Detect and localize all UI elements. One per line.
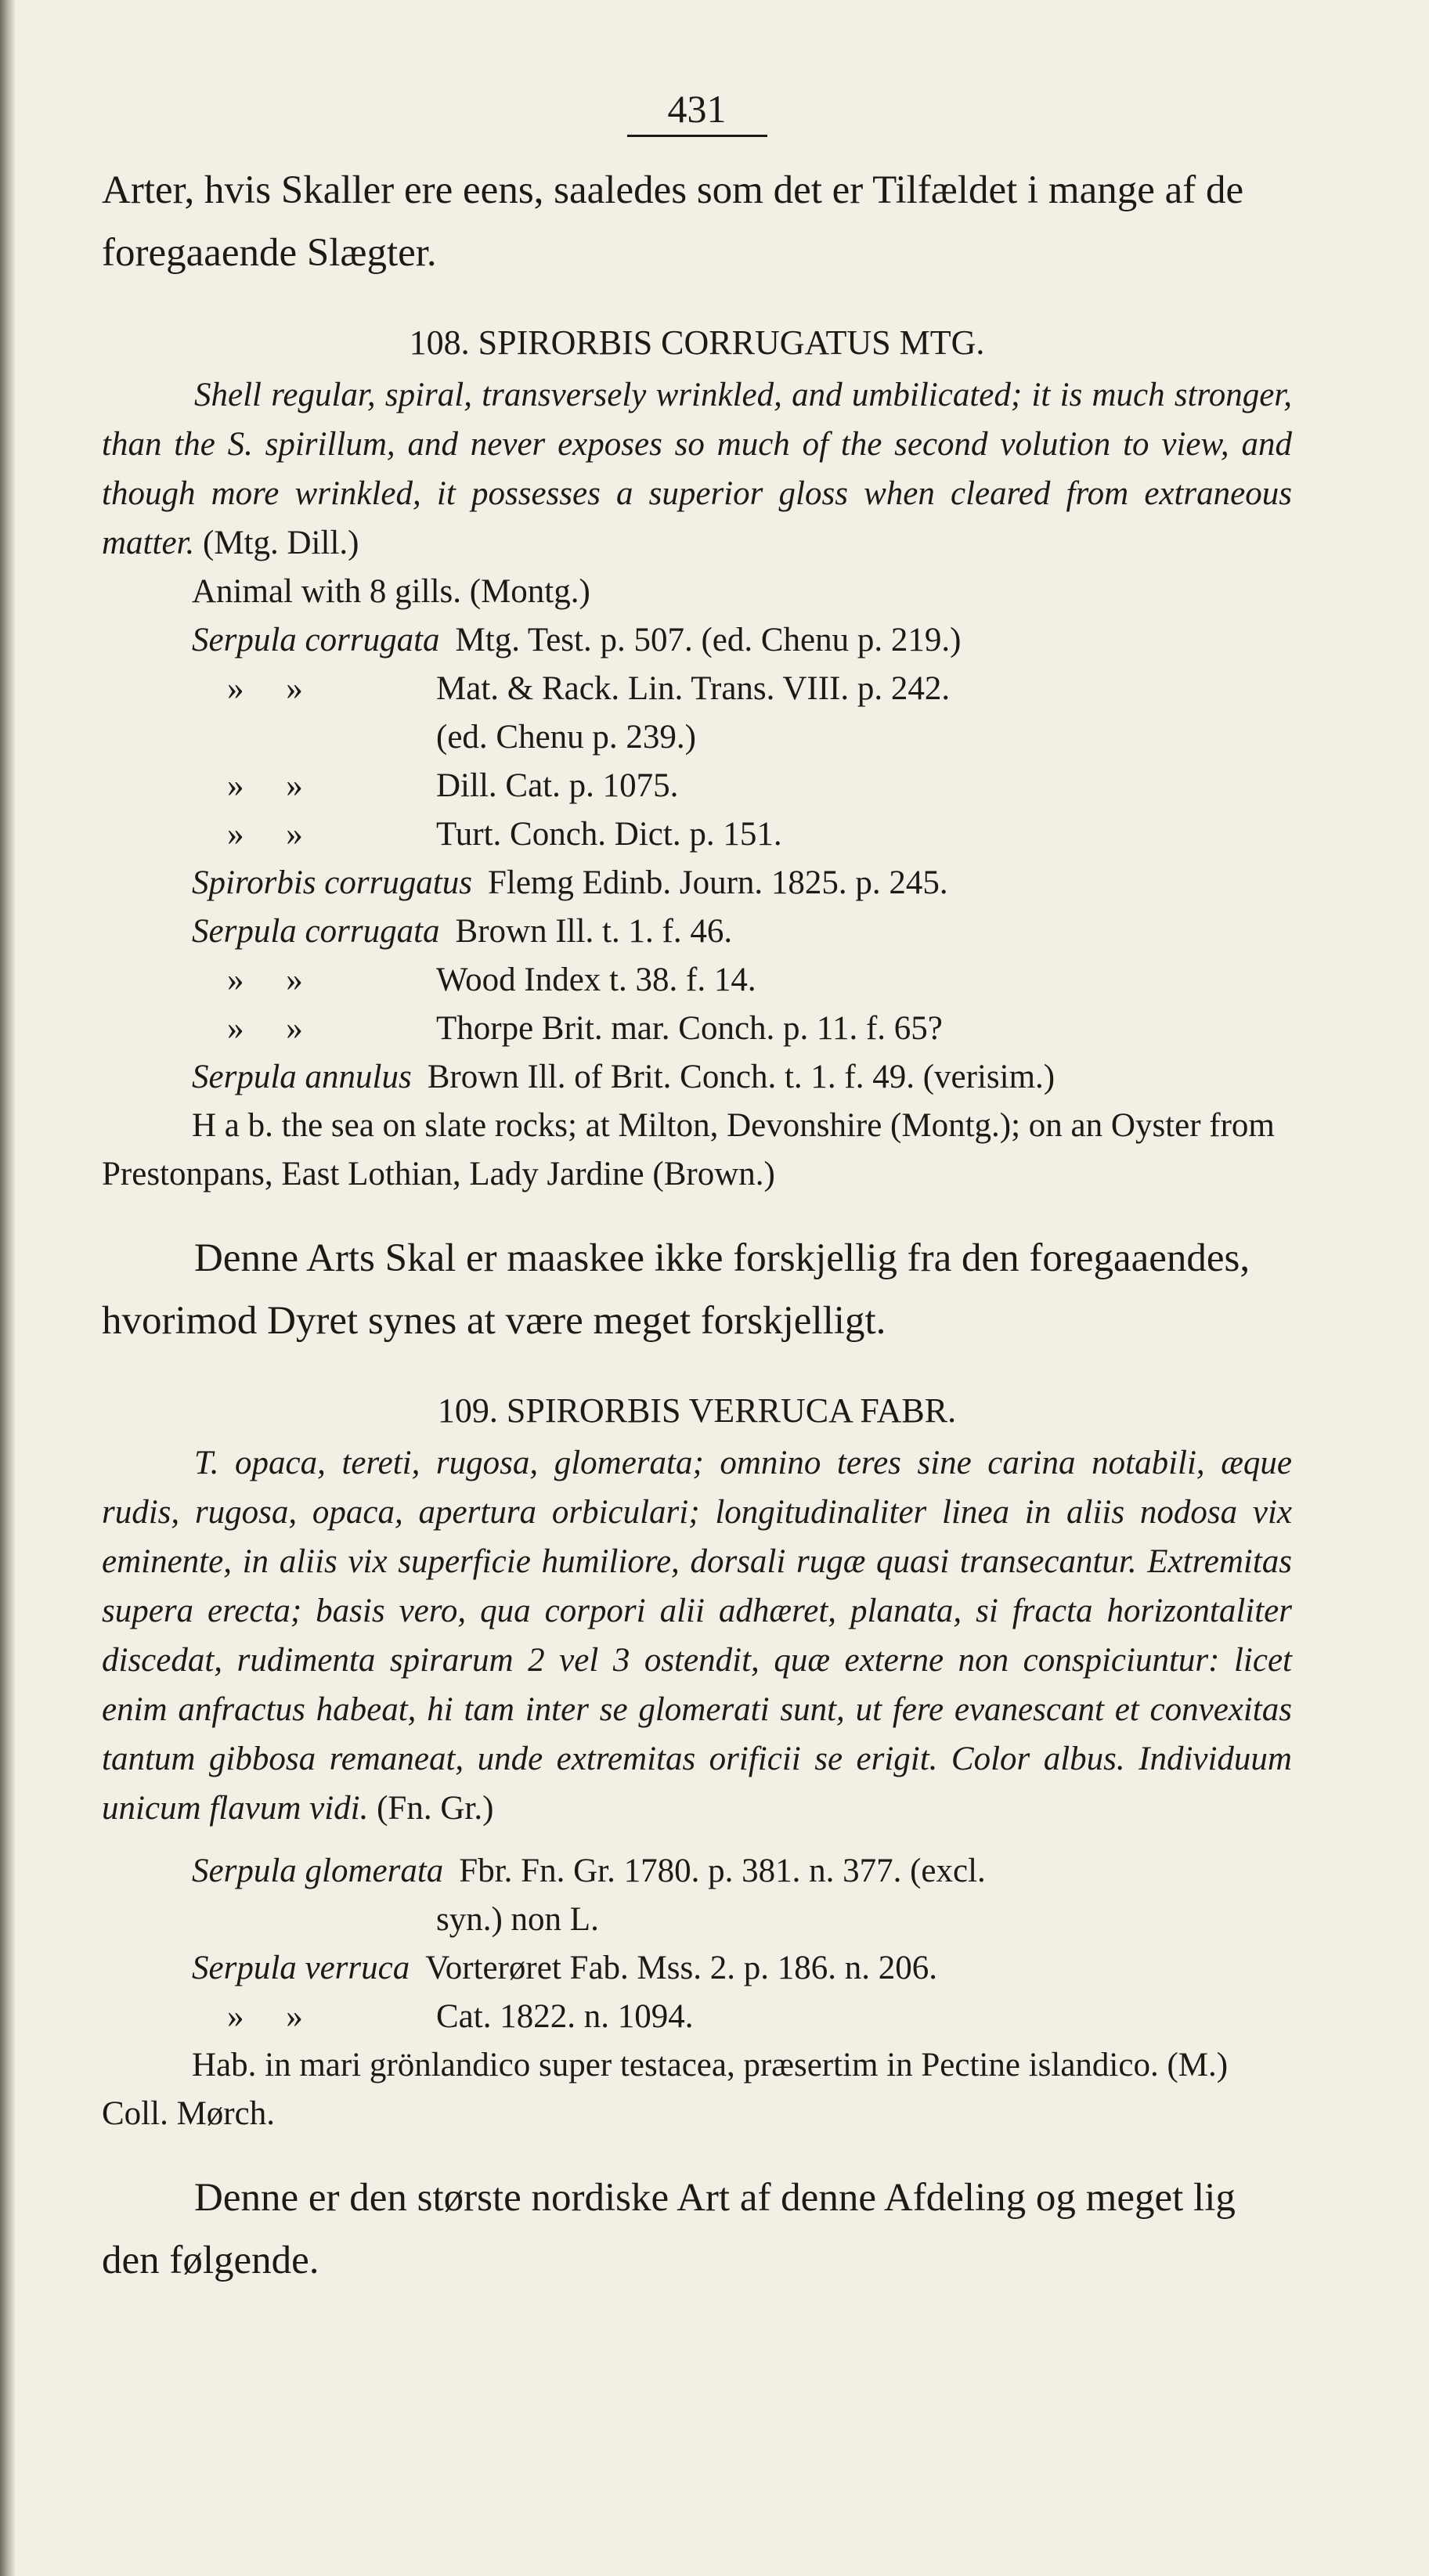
citation: Fbr. Fn. Gr. 1780. p. 381. n. 377. (excl. <box>459 1853 986 1889</box>
section-109 <box>102 1384 1292 2292</box>
citation: Wood Index t. 38. f. 14. <box>436 961 756 998</box>
habitat-note: H a b. the sea on slate rocks; at Milton, Devonshire (Montg.); on an Oyster from Prestonpans, East Lothian, Lady Jardine (Brown.) <box>102 1107 1275 1192</box>
ditto-marks: » » <box>227 1010 303 1047</box>
reference-line <box>192 665 1292 713</box>
reference-line <box>192 762 1292 810</box>
section-108 <box>102 316 1292 1352</box>
citation: Dill. Cat. p. 1075. <box>436 767 679 804</box>
species-description: Shell regular, spiral, transversely wrinkled, and umbilicated; it is much stronger, than the S. spirillum, and never exposes so much of the second volution to view, and though more wrinkled, it possesses a superior gloss when cleared from extraneous matter. (Mtg. Dill.) <box>102 377 1292 561</box>
reference-line <box>192 713 1292 762</box>
species-description: T. opaca, tereti, rugosa, glomerata; omnino teres sine carina notabili, æque rudis, rugosa, opaca, apertura orbiculari; longitudinaliter linea in aliis nodosa vix eminente, in aliis vix superficie humiliore, dorsali rugæ quasi transecantur. Extremitas supera erecta; basis vero, qua corpori alii adhæret, planata, si fracta horizontaliter discedat, rudimenta spirarum 2 vel 3 ostendit, quæ externe non conspiciuntur: licet enim anfractus habeat, hi tam inter se glomerati sunt, ut fere evanescant et convexitas tantum gibbosa remaneat, unde extremitas orificii se erigit. Color albus. Individuum unicum flavum vidi. (Fn. Gr.) <box>102 1445 1292 1827</box>
ditto-marks: » » <box>227 670 303 707</box>
ditto-marks: » » <box>227 767 303 804</box>
citation: Vorterøret Fab. Mss. 2. p. 186. n. 206. <box>425 1950 937 1986</box>
citation: Cat. 1822. n. 1094. <box>436 1998 694 2035</box>
taxon-name: Serpula verruca <box>192 1950 410 1986</box>
citation: Turt. Conch. Dict. p. 151. <box>436 816 782 853</box>
reference-line <box>192 1944 1292 1993</box>
taxon-name: Serpula corrugata <box>192 913 440 950</box>
taxon-name: Spirorbis corrugatus <box>192 864 472 901</box>
ditto-marks: » » <box>227 816 303 853</box>
reference-line <box>192 907 1292 956</box>
reference-continuation: (ed. Chenu p. 239.) <box>436 719 696 756</box>
page-number: 431 <box>102 86 1292 137</box>
book-spine-edge <box>0 0 16 2576</box>
animal-note: Animal with 8 gills. (Montg.) <box>192 573 590 610</box>
citation: Flemg Edinb. Journ. 1825. p. 245. <box>487 864 948 901</box>
habitat-note: Hab. in mari grönlandico super testacea, præsertim in Pectine islandico. (M.) Coll. Mørch. <box>102 2047 1229 2132</box>
ditto-marks: » » <box>227 1998 303 2035</box>
reference-line <box>192 810 1292 859</box>
reference-line <box>192 956 1292 1005</box>
section-heading: 108. SPIRORBIS CORRUGATUS MTG. <box>409 323 985 362</box>
danish-remark: Denne er den største nordiske Art af denne Afdeling og meget lig den følgende. <box>102 2176 1236 2282</box>
citation: Brown Ill. of Brit. Conch. t. 1. f. 49. (verisim.) <box>427 1059 1056 1095</box>
intro-paragraph: Arter, hvis Skaller ere eens, saaledes som det er Tilfældet i mange af de foregaaende Slægter. <box>102 168 1244 275</box>
citation: Mtg. Test. p. 507. (ed. Chenu p. 219.) <box>455 622 962 658</box>
reference-list <box>192 1847 1292 2041</box>
section-heading: 109. SPIRORBIS VERRUCA FABR. <box>437 1391 957 1430</box>
reference-line <box>192 1847 1292 1896</box>
reference-line <box>192 1053 1292 1102</box>
ditto-marks: » » <box>227 961 303 998</box>
reference-line <box>192 1896 1292 1944</box>
citation: Thorpe Brit. mar. Conch. p. 11. f. 65? <box>436 1010 943 1047</box>
reference-line <box>192 616 1292 665</box>
citation: Brown Ill. t. 1. f. 46. <box>455 913 733 950</box>
danish-remark: Denne Arts Skal er maaskee ikke forskjellig fra den foregaaendes, hvorimod Dyret synes at være meget forskjelligt. <box>102 1236 1250 1343</box>
reference-line <box>192 859 1292 907</box>
reference-continuation: syn.) non L. <box>436 1901 599 1938</box>
reference-line <box>192 1993 1292 2041</box>
taxon-name: Serpula corrugata <box>192 622 440 658</box>
taxon-name: Serpula glomerata <box>192 1853 444 1889</box>
reference-list <box>192 568 1292 1102</box>
taxon-name: Serpula annulus <box>192 1059 412 1095</box>
reference-line <box>192 1005 1292 1053</box>
page <box>102 86 1292 2292</box>
citation: Mat. & Rack. Lin. Trans. VIII. p. 242. <box>436 670 951 707</box>
